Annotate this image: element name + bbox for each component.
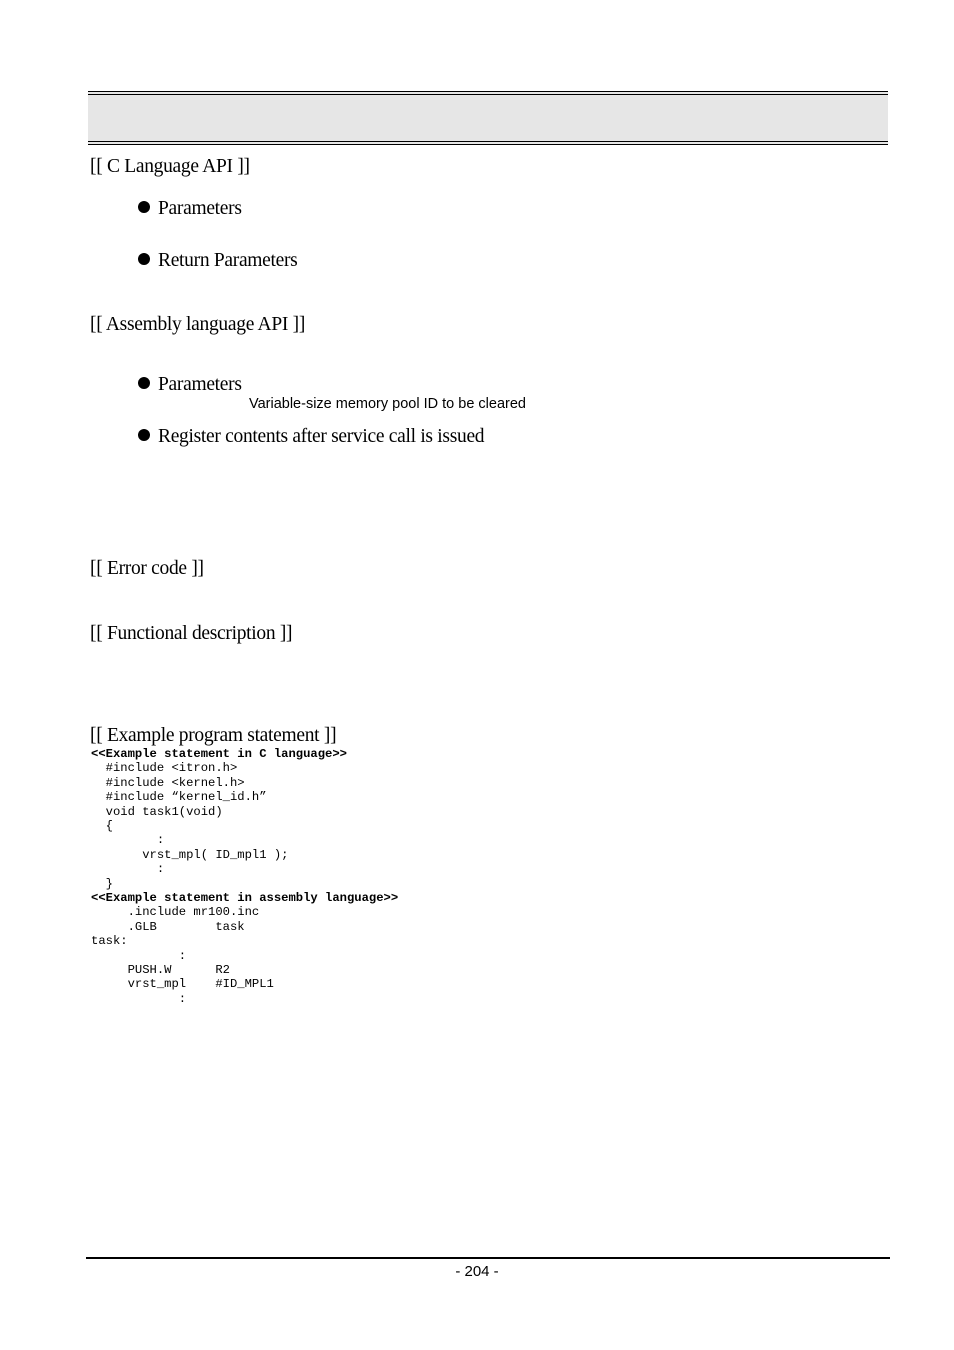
- c-api-return-parameters-label: Return Parameters: [158, 250, 298, 271]
- bullet-icon: [138, 429, 150, 441]
- c-example-title: <<Example statement in C language>>: [91, 747, 347, 761]
- code-line: #include “kernel_id.h”: [91, 790, 267, 805]
- code-line: vrst_mpl #ID_MPL1: [91, 977, 274, 992]
- code-line: task:: [91, 934, 128, 949]
- asm-register-contents-label: Register contents after service call is issued: [158, 426, 485, 447]
- asm-parameter-description: Variable-size memory pool ID to be cleared: [249, 396, 526, 412]
- asm-example-code: [91, 891, 398, 1006]
- asm-register-contents-item: [138, 426, 484, 448]
- footer-rule: [86, 1257, 890, 1259]
- bullet-icon: [138, 201, 150, 213]
- heading-c-language-api: [[ C Language API ]]: [90, 156, 250, 177]
- code-line: :: [91, 948, 187, 963]
- bullet-icon: [138, 253, 150, 265]
- c-api-parameters-item: [138, 198, 242, 220]
- code-line: :: [91, 862, 165, 877]
- code-line: {: [91, 819, 113, 834]
- heading-functional-description: [[ Functional description ]]: [90, 623, 293, 644]
- heading-assembly-language-api: [[ Assembly language API ]]: [90, 314, 306, 335]
- c-api-parameters-label: Parameters: [158, 198, 242, 219]
- code-line: vrst_mpl( ID_mpl1 );: [91, 847, 289, 862]
- asm-example-title: <<Example statement in assembly language>>: [91, 891, 399, 905]
- c-api-return-parameters-item: [138, 250, 297, 272]
- code-line: }: [91, 876, 113, 891]
- title-band: [88, 91, 888, 145]
- code-line: :: [91, 991, 187, 1006]
- code-line: .include mr100.inc: [91, 905, 260, 920]
- heading-error-code: [[ Error code ]]: [90, 558, 204, 579]
- bullet-icon: [138, 377, 150, 389]
- page-number: - 204 -: [455, 1263, 499, 1280]
- code-line: void task1(void): [91, 804, 223, 819]
- asm-api-parameters-label: Parameters: [158, 374, 242, 395]
- code-line: .GLB task: [91, 919, 245, 934]
- code-line: :: [91, 833, 165, 848]
- heading-example-program-statement: [[ Example program statement ]]: [90, 725, 337, 746]
- asm-api-parameters-item: [138, 374, 242, 396]
- code-line: #include <itron.h>: [91, 761, 238, 776]
- code-line: PUSH.W R2: [91, 963, 230, 978]
- c-example-code: [91, 747, 347, 891]
- code-line: #include <kernel.h>: [91, 775, 245, 790]
